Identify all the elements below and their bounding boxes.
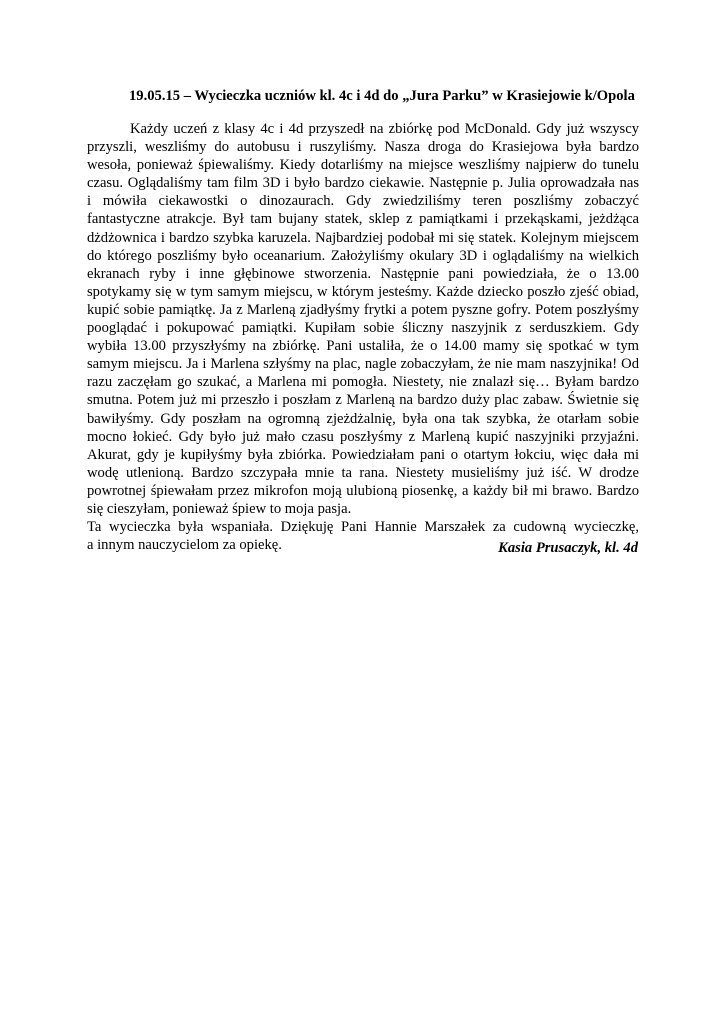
body-line: czasu. Oglądaliśmy tam film 3D i było bardzo ciekawie. Następnie p. Julia oprowadzała nas [87, 175, 639, 192]
body-line: Ta wycieczka była wspaniała. Dziękuję Pani Hannie Marszałek za cudowną wycieczkę, [87, 519, 639, 536]
document-title: 19.05.15 – Wycieczka uczniów kl. 4c i 4d do „Jura Parku” w Krasiejowie k/Opola [129, 88, 635, 104]
body-line: mocno łokieć. Gdy było już mało czasu poszłyśmy z Marleną kupić naszyjniki przyjaźni. [87, 428, 639, 445]
body-line: wybiła 13.00 przyszłyśmy na zbiórkę. Pani ustaliła, że o 14.00 mamy się spotkać w tym [87, 338, 639, 355]
author-signature: Kasia Prusaczyk, kl. 4d [498, 540, 638, 556]
body-line: Akurat, gdy je kupiłyśmy była zbiórka. Powiedziałam pani o otartym łokciu, więc dała mi [87, 446, 639, 463]
body-line: bawiłyśmy. Gdy poszłam na ogromną zjeżdżalnię, była ona tak szybka, że otarłam sobie [87, 410, 639, 427]
body-line: spotykamy się w tym samym miejscu, w którym jesteśmy. Każde dziecko poszło zjeść obiad, [87, 283, 639, 300]
document-body [87, 120, 639, 554]
body-line: wesoła, ponieważ śpiewaliśmy. Kiedy dotarliśmy na miejsce weszliśmy najpierw do tunelu [87, 157, 639, 174]
body-line: kupić sobie pamiątkę. Ja z Marleną zjadłyśmy frytki a potem pyszne gofry. Potem poszłyśmy [87, 301, 639, 318]
body-line: wodę utlenioną. Bardzo szczypała mnie ta rana. Niestety musieliśmy już iść. W drodze [87, 464, 639, 481]
body-line: dżdżownica i bardzo szybka karuzela. Najbardziej podobał mi się statek. Kolejnym miejscem [87, 229, 639, 246]
body-line: samym miejscu. Ja i Marlena szłyśmy na plac, nagle zobaczyłam, że nie mam naszyjnika! Od [87, 356, 639, 373]
body-line: i mówiła ciekawostki o dinozaurach. Gdy zwiedziliśmy teren poszliśmy zobaczyć [87, 193, 639, 210]
body-line: pooglądać i pokupować pamiątki. Kupiłam sobie śliczny naszyjnik z serduszkiem. Gdy [87, 320, 639, 337]
body-line: fantastyczne atrakcje. Był tam bujany statek, sklep z pamiątkami i przekąskami, jeżdżąca [87, 211, 639, 228]
body-line: Każdy uczeń z klasy 4c i 4d przyszedł na zbiórkę pod McDonald. Gdy już wszyscy [130, 121, 639, 137]
body-line: razu zaczęłam go szukać, a Marlena mi pomogła. Niestety, nie znalazł się… Byłam bardzo [87, 374, 639, 391]
body-line: się cieszyłam, ponieważ śpiew to moja pasja. [87, 500, 352, 517]
body-line: przyszli, weszliśmy do autobusu i ruszyliśmy. Nasza droga do Krasiejowa była bardzo [87, 139, 639, 156]
body-line: a innym nauczycielom za opiekę. [87, 537, 282, 554]
body-line: ekranach ryby i inne głębinowe stworzenia. Następnie pani powiedziała, że o 13.00 [87, 265, 639, 282]
body-line: do którego poszliśmy było oceanarium. Założyliśmy okulary 3D i oglądaliśmy na wielkich [87, 247, 639, 264]
body-line: smutna. Potem już mi przeszło i poszłam z Marleną na bardzo duży plac zabaw. Świetnie się [87, 392, 639, 409]
body-line: powrotnej śpiewałam przez mikrofon moją ulubioną piosenkę, a każdy bił mi brawo. Bardzo [87, 482, 639, 499]
